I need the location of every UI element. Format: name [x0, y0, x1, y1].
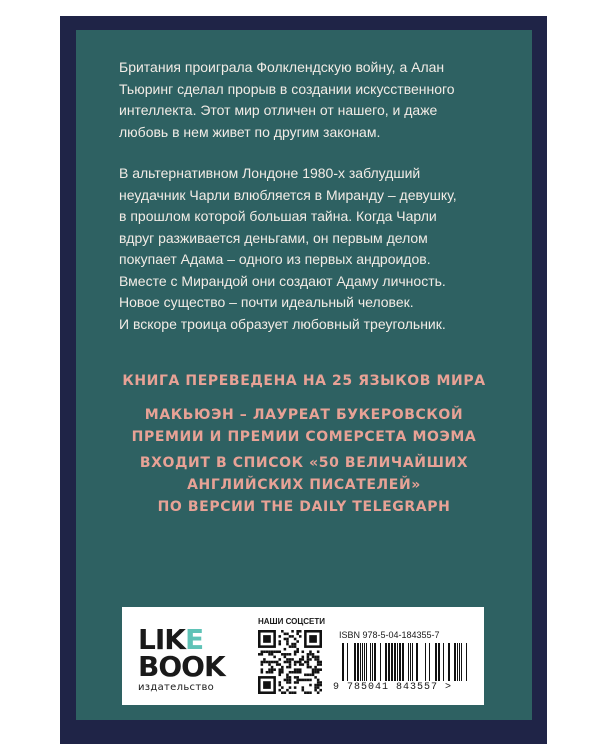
blurb-line: Тьюринг сделал прорыв в создании искусственного — [119, 80, 455, 97]
blurb-line: интеллекта. Этот мир отличен от нашего, и даже — [119, 102, 438, 118]
promo-awards — [76, 404, 532, 448]
promo-line: ПО ВЕРСИИ THE DAILY TELEGRAPH — [157, 499, 451, 515]
likebook-logo — [138, 623, 225, 693]
blurb-line: Вместе с Мирандой они создают Адаму личность. — [119, 272, 446, 289]
blurb-line: любовь в нем живет по другим законам. — [119, 123, 381, 140]
logo-row-1 — [138, 623, 225, 656]
logo-text: BOO — [138, 650, 204, 683]
blurb-paragraph-1 — [119, 57, 499, 143]
blurb-line: неудачник Чарли влюбляется в Миранду – девушку, — [119, 186, 457, 203]
blurb-line: Новое существо – почти идеальный человек. — [119, 294, 414, 310]
promo-line: АНГЛИЙСКИХ ПИСАТЕЛЕЙ» — [187, 477, 421, 493]
qr-code-icon[interactable] — [258, 630, 322, 694]
social-label: НАШИ СОЦСЕТИ — [258, 617, 325, 626]
blurb-line: Британия проиграла Фолклендскую войну, а Алан — [119, 59, 445, 75]
blurb-paragraph-2 — [119, 163, 499, 335]
promo-telegraph — [76, 452, 532, 518]
blurb-line: вдруг разживается деньгами, он первым делом — [119, 229, 428, 246]
blurb-line: покупает Адама – одного из первых андроидов. — [119, 251, 431, 267]
promo-line: МАКЬЮЭН – ЛАУРЕАТ БУКЕРОВСКОЙ — [144, 407, 464, 423]
blurb-line: в прошлом которой большая тайна. Когда Чарли — [119, 208, 437, 224]
logo-accent: E — [184, 623, 204, 656]
blurb-line: И вскоре троица образует любовный треугольник. — [119, 315, 446, 332]
promo-line: КНИГА ПЕРЕВЕДЕНА НА 25 ЯЗЫКОВ МИРА — [122, 373, 486, 389]
isbn-text: ISBN 978-5-04-184355-7 — [339, 630, 440, 640]
blurb-line: В альтернативном Лондоне 1980-х заблудший — [119, 165, 421, 181]
logo-text: K — [203, 650, 225, 683]
promo-line: ВХОДИТ В СПИСОК «50 ВЕЛИЧАЙШИХ — [139, 455, 469, 471]
promo-line: ПРЕМИИ И ПРЕМИИ СОМЕРСЕТА МОЭМА — [131, 429, 477, 445]
promo-translations — [76, 370, 532, 392]
logo-row-2 — [138, 650, 225, 683]
publisher-label: издательство — [138, 682, 215, 693]
barcode-digits: 9 785041 843557 > — [333, 682, 453, 693]
logo-text: LIK — [138, 623, 185, 656]
barcode-icon — [338, 643, 472, 685]
